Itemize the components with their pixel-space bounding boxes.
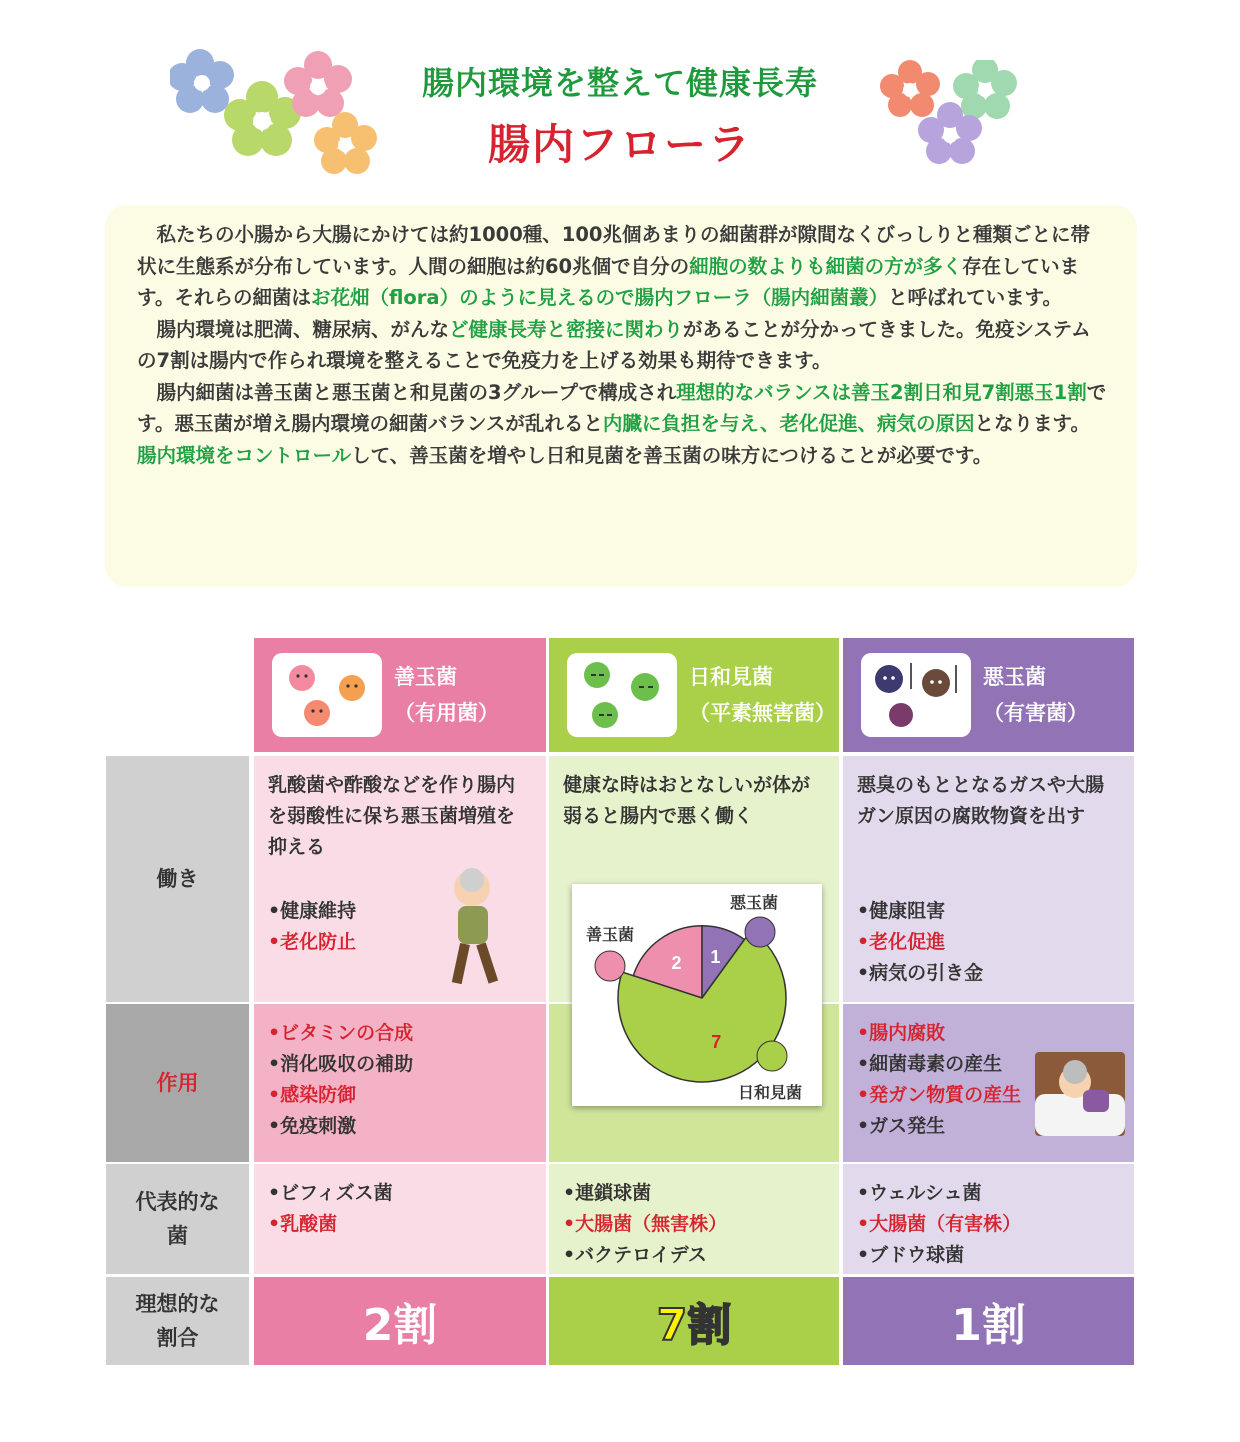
body-text: 存在しています。それらの細菌は bbox=[137, 254, 1080, 309]
bad-effect-cell bbox=[843, 1004, 1134, 1162]
body-text: と呼ばれています。 bbox=[888, 286, 1063, 309]
good-ratio-cell bbox=[254, 1277, 546, 1365]
good-bacteria-cell bbox=[254, 1164, 546, 1274]
page-subtitle: 腸内環境を整えて健康長寿 bbox=[421, 64, 818, 102]
bacteria-face-icon bbox=[595, 951, 625, 981]
bad-bacteria-list bbox=[843, 1164, 1134, 1271]
column-subname: （平素無害菌） bbox=[689, 701, 836, 725]
page-title: 腸内フローラ bbox=[487, 120, 752, 169]
row-label-function: 働き bbox=[106, 756, 249, 1002]
pie-label-good: 善玉菌 bbox=[586, 925, 635, 944]
highlight-text: 細胞の数よりも細菌の方が多く bbox=[689, 254, 963, 278]
body-text: です。悪玉菌が増え腸内環境の細菌バランスが乱れると bbox=[137, 380, 1107, 435]
column-name: 善玉菌 bbox=[394, 665, 457, 689]
row-label-ratio: 理想的な 割合 bbox=[106, 1277, 249, 1365]
bad-function-list bbox=[843, 882, 997, 989]
sick-person-icon bbox=[1029, 1044, 1129, 1136]
body-text: となります。 bbox=[974, 412, 1090, 435]
body-text: して、善玉菌を増やし日和見菌を善玉菌の味方につけることが必要です。 bbox=[351, 443, 993, 467]
neutral-bacteria-cell bbox=[549, 1164, 839, 1274]
column-name: 悪玉菌 bbox=[983, 665, 1046, 689]
flower-decoration-icon bbox=[880, 60, 1040, 170]
list-item: •大腸菌（有害株） bbox=[857, 1213, 1022, 1235]
column-subname: （有害菌） bbox=[983, 701, 1088, 725]
list-item: •老化防止 bbox=[268, 931, 357, 953]
bad-ratio-value: 1割 bbox=[951, 1300, 1026, 1351]
list-item: •老化促進 bbox=[857, 931, 946, 953]
bacteria-face-icon bbox=[745, 917, 775, 947]
body-text: があることが分かってきました。免疫システムの7割は腸内で作られ環境を整えることで免疫力を上げる効果も期待できます。 bbox=[137, 317, 1091, 372]
column-header-bad bbox=[843, 638, 1134, 752]
column-subname: （有用菌） bbox=[394, 701, 499, 725]
bad-bacteria-cell bbox=[843, 1164, 1134, 1274]
neutral-bacteria-list bbox=[549, 1164, 839, 1271]
list-item: •病気の引き金 bbox=[857, 962, 984, 984]
list-item: •健康阻害 bbox=[857, 900, 946, 922]
list-item: •細菌毒素の産生 bbox=[857, 1053, 1003, 1075]
pie-value-label: 2 bbox=[671, 952, 682, 973]
neutral-ratio-cell bbox=[549, 1277, 839, 1365]
column-name: 日和見菌 bbox=[689, 665, 773, 689]
bad-ratio-cell bbox=[843, 1277, 1134, 1365]
intro-paragraph-2 bbox=[137, 314, 1107, 377]
good-bacteria-icon bbox=[272, 653, 382, 737]
neutral-bacteria-icon bbox=[567, 653, 677, 737]
list-item: •ビタミンの合成 bbox=[268, 1022, 414, 1044]
ratio-pie-chart bbox=[572, 884, 822, 1106]
bacteria-face-icon bbox=[757, 1041, 787, 1071]
list-item: •免疫刺激 bbox=[268, 1115, 357, 1137]
row-label-effect: 作用 bbox=[106, 1004, 249, 1162]
bad-function-cell bbox=[843, 756, 1134, 1002]
pie-value-label: 1 bbox=[710, 946, 721, 967]
bad-bacteria-icon bbox=[861, 653, 971, 737]
list-item: •ウェルシュ菌 bbox=[857, 1182, 982, 1204]
body-text: 腸内細菌は善玉菌と悪玉菌と和見菌の3グループで構成され bbox=[156, 380, 677, 404]
good-effect-list bbox=[254, 1004, 546, 1142]
pie-value-label: 7 bbox=[711, 1031, 722, 1052]
pie-label-bad: 悪玉菌 bbox=[730, 893, 779, 912]
good-function-text: 乳酸菌や酢酸などを作り腸内を弱酸性に保ち悪玉菌増殖を抑える bbox=[268, 774, 516, 858]
list-item: •連鎖球菌 bbox=[563, 1182, 652, 1204]
list-item: •感染防御 bbox=[268, 1084, 357, 1106]
good-bacteria-list bbox=[254, 1164, 546, 1240]
list-item: •乳酸菌 bbox=[268, 1213, 338, 1235]
good-function-list bbox=[254, 882, 370, 958]
body-text: 私たちの小腸から大腸にかけては約1000種、100兆個あまりの細菌群が隙間なくびっしりと種類ごとに帯状に生態系が分布しています。人間の細胞は約60兆個で自分の bbox=[137, 223, 1090, 278]
list-item: •発ガン物質の産生 bbox=[857, 1084, 1022, 1106]
list-item: •消化吸収の補助 bbox=[268, 1053, 414, 1075]
highlight-text: 腸内環境をコントロール bbox=[137, 443, 352, 467]
list-item: •腸内腐敗 bbox=[857, 1022, 946, 1044]
intro-panel bbox=[105, 205, 1137, 587]
list-item: •ガス発生 bbox=[857, 1115, 946, 1137]
highlight-text: 理想的なバランスは善玉2割日和見7割悪玉1割 bbox=[676, 380, 1087, 404]
header bbox=[0, 0, 1240, 200]
bad-function-text: 悪臭のもととなるガスや大腸ガン原因の腐敗物資を出す bbox=[857, 774, 1105, 827]
list-item: •バクテロイデス bbox=[563, 1244, 707, 1266]
list-item: •大腸菌（無害株） bbox=[563, 1213, 728, 1235]
pie-chart-svg bbox=[572, 884, 822, 1106]
list-item: •ブドウ球菌 bbox=[857, 1244, 965, 1266]
body-text: 腸内環境は肥満、糖尿病、がんな bbox=[156, 317, 450, 341]
neutral-ratio-value: 7割 bbox=[656, 1300, 732, 1351]
highlight-text: ど健康長寿と密接に関わり bbox=[449, 317, 684, 341]
intro-paragraph-1 bbox=[137, 219, 1107, 314]
good-effect-cell bbox=[254, 1004, 546, 1162]
column-header-neutral bbox=[549, 638, 839, 752]
pie-label-neutral: 日和見菌 bbox=[738, 1083, 803, 1102]
column-header-good bbox=[254, 638, 546, 752]
row-label-bacteria: 代表的な 菌 bbox=[106, 1164, 249, 1274]
good-function-cell bbox=[254, 756, 546, 1002]
intro-paragraph-3 bbox=[137, 377, 1107, 472]
neutral-function-text: 健康な時はおとなしいが体が弱ると腸内で悪く働く bbox=[563, 774, 811, 827]
highlight-text: 内臓に負担を与え、老化促進、病気の原因 bbox=[602, 412, 975, 435]
highlight-text: お花畑（flora）のように見えるので腸内フローラ（腸内細菌叢） bbox=[310, 286, 889, 309]
list-item: •ビフィズス菌 bbox=[268, 1182, 393, 1204]
good-ratio-value: 2割 bbox=[362, 1300, 438, 1351]
list-item: •健康維持 bbox=[268, 900, 357, 922]
walking-elder-icon bbox=[432, 866, 512, 996]
